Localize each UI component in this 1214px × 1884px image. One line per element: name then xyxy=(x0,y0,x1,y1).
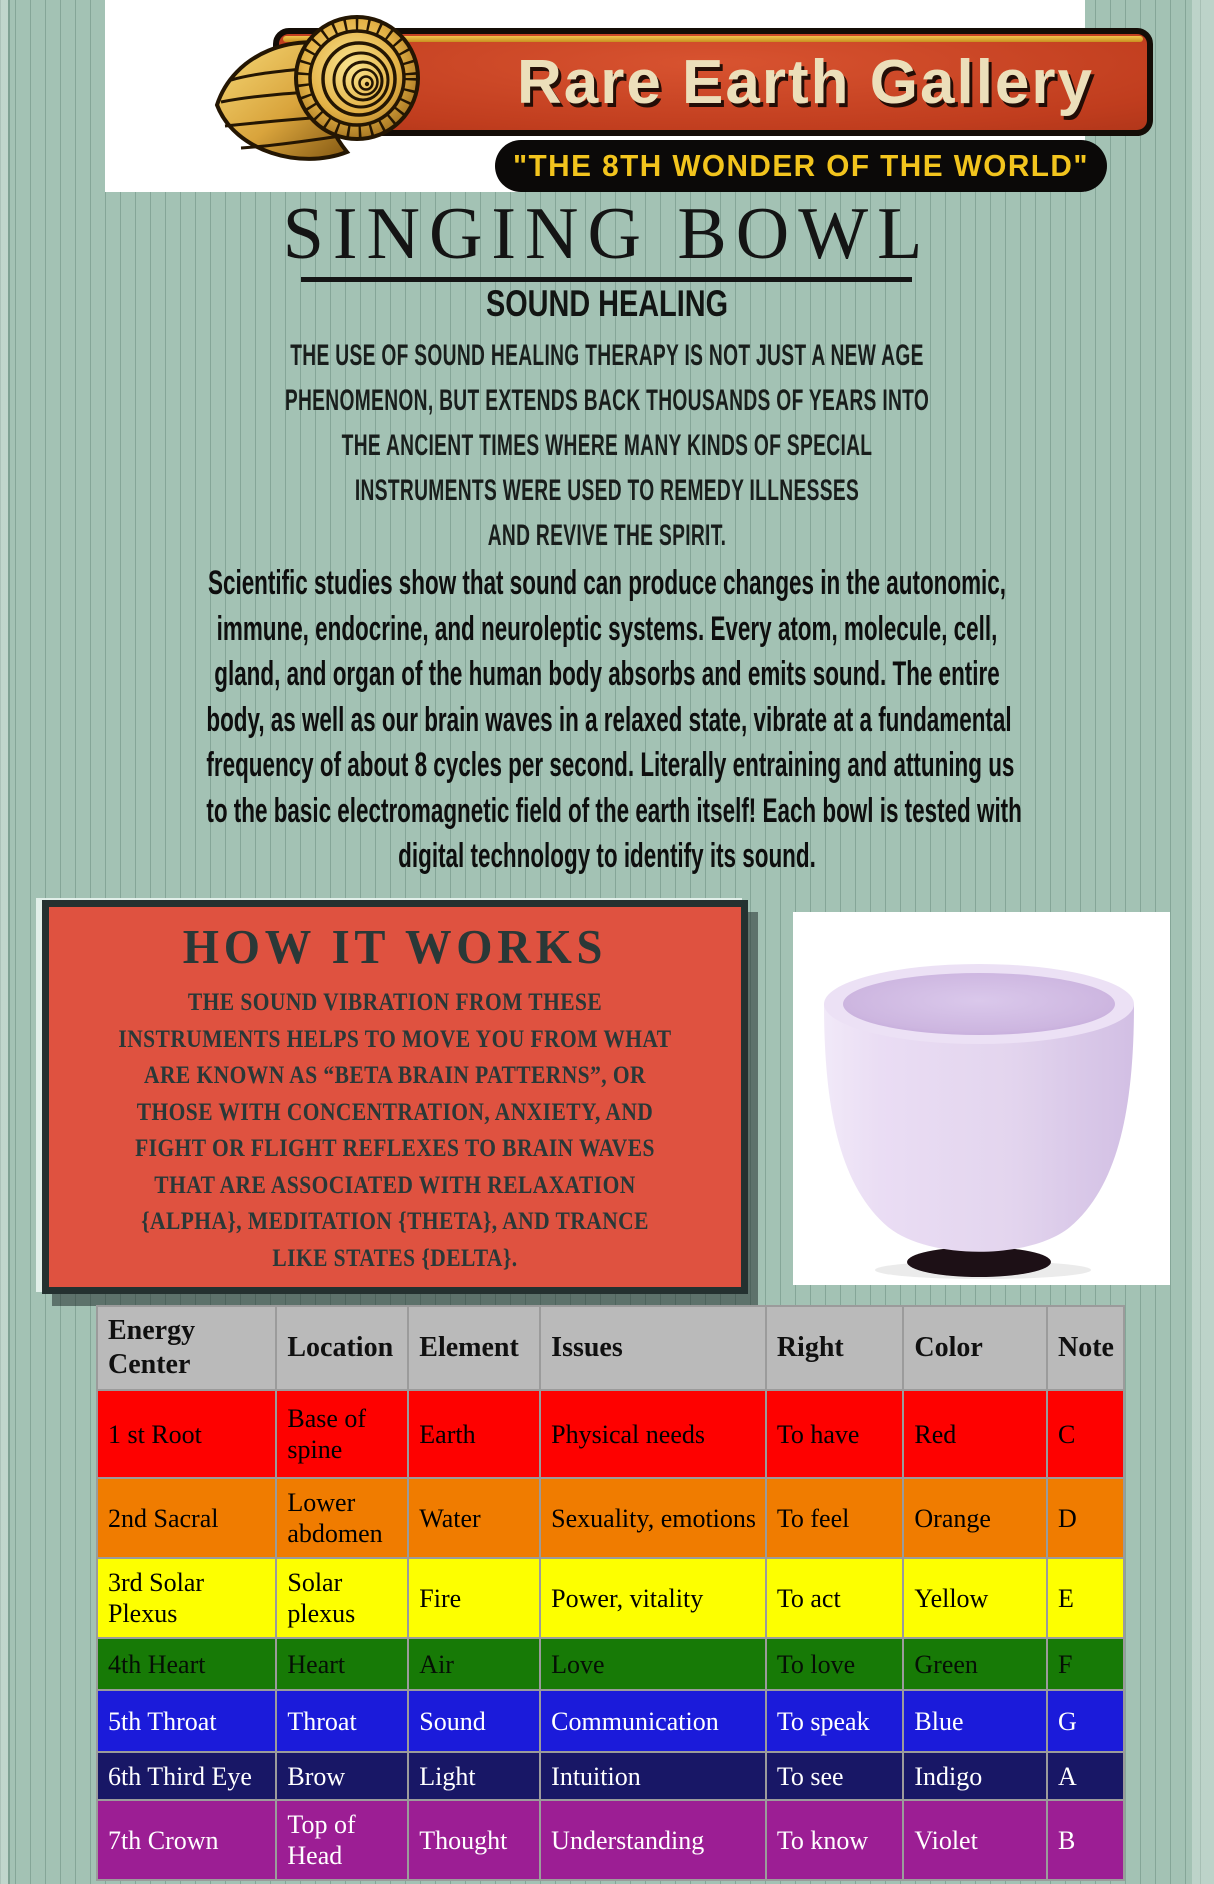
how-it-works-line: {ALPHA}, MEDITATION {THETA}, AND TRANCE xyxy=(141,1208,649,1235)
table-cell: Heart xyxy=(276,1638,408,1690)
table-row xyxy=(97,1752,1124,1800)
chakra-table-header xyxy=(97,1306,1124,1390)
how-it-works-line: FIGHT OR FLIGHT REFLEXES TO BRAIN WAVES xyxy=(135,1135,655,1162)
column-header: Color xyxy=(903,1306,1047,1390)
tagline-bar xyxy=(495,140,1107,192)
table-cell: Intuition xyxy=(540,1752,766,1800)
how-it-works-title: HOW IT WORKS xyxy=(182,919,608,974)
table-row xyxy=(97,1390,1124,1478)
ammonite-shell-icon xyxy=(205,0,433,172)
how-it-works-line: INSTRUMENTS HELPS TO MOVE YOU FROM WHAT xyxy=(118,1025,672,1053)
logo-strip xyxy=(105,0,1095,192)
how-it-works-line: THOSE WITH CONCENTRATION, ANXIETY, AND xyxy=(136,1098,654,1126)
table-cell: Solar plexus xyxy=(276,1558,408,1638)
table-cell: To speak xyxy=(766,1690,904,1752)
column-header: Right xyxy=(766,1306,904,1390)
table-cell: To know xyxy=(766,1800,904,1880)
table-cell: Water xyxy=(408,1478,540,1558)
table-cell: To act xyxy=(766,1558,904,1638)
product-image xyxy=(793,912,1170,1285)
table-cell: Blue xyxy=(903,1690,1047,1752)
how-it-works-text xyxy=(49,985,741,1277)
table-cell: Earth xyxy=(408,1390,540,1478)
how-it-works-line: THE SOUND VIBRATION FROM THESE xyxy=(187,989,603,1016)
table-cell: Green xyxy=(903,1638,1047,1690)
title-underline xyxy=(301,277,912,282)
singing-bowl-illustration xyxy=(793,912,1170,1285)
table-cell: E xyxy=(1047,1558,1124,1638)
intro-body-line: gland, and organ of the human body absorbs and emits sound. The entire xyxy=(214,655,1000,693)
table-cell: B xyxy=(1047,1800,1124,1880)
table-row xyxy=(97,1690,1124,1752)
table-cell: 6th Third Eye xyxy=(97,1752,276,1800)
table-cell: D xyxy=(1047,1478,1124,1558)
table-cell: Orange xyxy=(903,1478,1047,1558)
table-cell: Top of Head xyxy=(276,1800,408,1880)
table-cell: A xyxy=(1047,1752,1124,1800)
how-it-works-line: ARE KNOWN AS “BETA BRAIN PATTERNS”, OR xyxy=(144,1062,646,1089)
table-row xyxy=(97,1800,1124,1880)
intro-caps-line: THE ANCIENT TIMES WHERE MANY KINDS OF SPECIAL xyxy=(341,429,873,462)
table-cell: Base of spine xyxy=(276,1390,408,1478)
table-row xyxy=(97,1558,1124,1638)
table-row xyxy=(97,1478,1124,1558)
table-cell: To feel xyxy=(766,1478,904,1558)
table-cell: To have xyxy=(766,1390,904,1478)
intro-caps-line: INSTRUMENTS WERE USED TO REMEDY ILLNESSES xyxy=(354,474,860,507)
intro-caps-line: PHENOMENON, BUT EXTENDS BACK THOUSANDS OF YEARS INTO xyxy=(284,384,930,417)
table-cell: Indigo xyxy=(903,1752,1047,1800)
table-cell: Light xyxy=(408,1752,540,1800)
tagline-text: "THE 8TH WONDER OF THE WORLD" xyxy=(513,148,1089,183)
intro-caps-line: AND REVIVE THE SPIRIT. xyxy=(487,519,727,552)
intro-caps-paragraph xyxy=(0,333,1214,558)
table-cell: Brow xyxy=(276,1752,408,1800)
table-cell: Throat xyxy=(276,1690,408,1752)
brand-name: Rare Earth Gallery xyxy=(516,47,1095,117)
column-header: Location xyxy=(276,1306,408,1390)
table-cell: Violet xyxy=(903,1800,1047,1880)
table-cell: Thought xyxy=(408,1800,540,1880)
intro-body-line: digital technology to identify its sound. xyxy=(398,837,816,875)
table-cell: Air xyxy=(408,1638,540,1690)
column-header: Element xyxy=(408,1306,540,1390)
column-header: Note xyxy=(1047,1306,1124,1390)
page-subtitle: SOUND HEALING xyxy=(485,283,729,324)
table-cell: Understanding xyxy=(540,1800,766,1880)
intro-body-line: Scientific studies show that sound can produce changes in the autonomic, xyxy=(208,564,1006,602)
intro-body-paragraph xyxy=(0,561,1214,880)
table-cell: 1 st Root xyxy=(97,1390,276,1478)
column-header: Energy Center xyxy=(97,1306,276,1390)
table-cell: 5th Throat xyxy=(97,1690,276,1752)
column-header: Issues xyxy=(540,1306,766,1390)
table-cell: Physical needs xyxy=(540,1390,766,1478)
table-cell: Power, vitality xyxy=(540,1558,766,1638)
table-cell: Sound xyxy=(408,1690,540,1752)
intro-body-line: body, as well as our brain waves in a relaxed state, vibrate at a fundamental xyxy=(206,700,1012,739)
how-it-works-box xyxy=(42,900,748,1294)
table-cell: Fire xyxy=(408,1558,540,1638)
intro-body-line: immune, endocrine, and neuroleptic systems. Every atom, molecule, cell, xyxy=(216,609,998,648)
table-cell: Communication xyxy=(540,1690,766,1752)
table-cell: Yellow xyxy=(903,1558,1047,1638)
table-row xyxy=(97,1638,1124,1690)
how-it-works-line: THAT ARE ASSOCIATED WITH RELAXATION xyxy=(154,1171,636,1199)
table-cell: G xyxy=(1047,1690,1124,1752)
table-cell: Love xyxy=(540,1638,766,1690)
intro-caps-line: THE USE OF SOUND HEALING THERAPY IS NOT JUST A NEW AGE xyxy=(290,339,924,372)
table-cell: 3rd Solar Plexus xyxy=(97,1558,276,1638)
intro-body-line: frequency of about 8 cycles per second. Literally entraining and attuning us xyxy=(206,746,1015,784)
table-cell: C xyxy=(1047,1390,1124,1478)
intro-body-line: to the basic electromagnetic field of the earth itself! Each bowl is tested with xyxy=(206,791,1022,830)
page-title: SINGING BOWL xyxy=(282,193,932,275)
table-cell: 2nd Sacral xyxy=(97,1478,276,1558)
table-cell: To see xyxy=(766,1752,904,1800)
table-cell: To love xyxy=(766,1638,904,1690)
table-cell: Red xyxy=(903,1390,1047,1478)
chakra-table-body xyxy=(97,1390,1124,1880)
how-it-works-line: LIKE STATES {DELTA}. xyxy=(272,1244,518,1272)
table-cell: 4th Heart xyxy=(97,1638,276,1690)
table-cell: F xyxy=(1047,1638,1124,1690)
table-cell: Sexuality, emotions xyxy=(540,1478,766,1558)
table-cell: 7th Crown xyxy=(97,1800,276,1880)
chakra-table xyxy=(96,1305,1125,1881)
table-cell: Lower abdomen xyxy=(276,1478,408,1558)
